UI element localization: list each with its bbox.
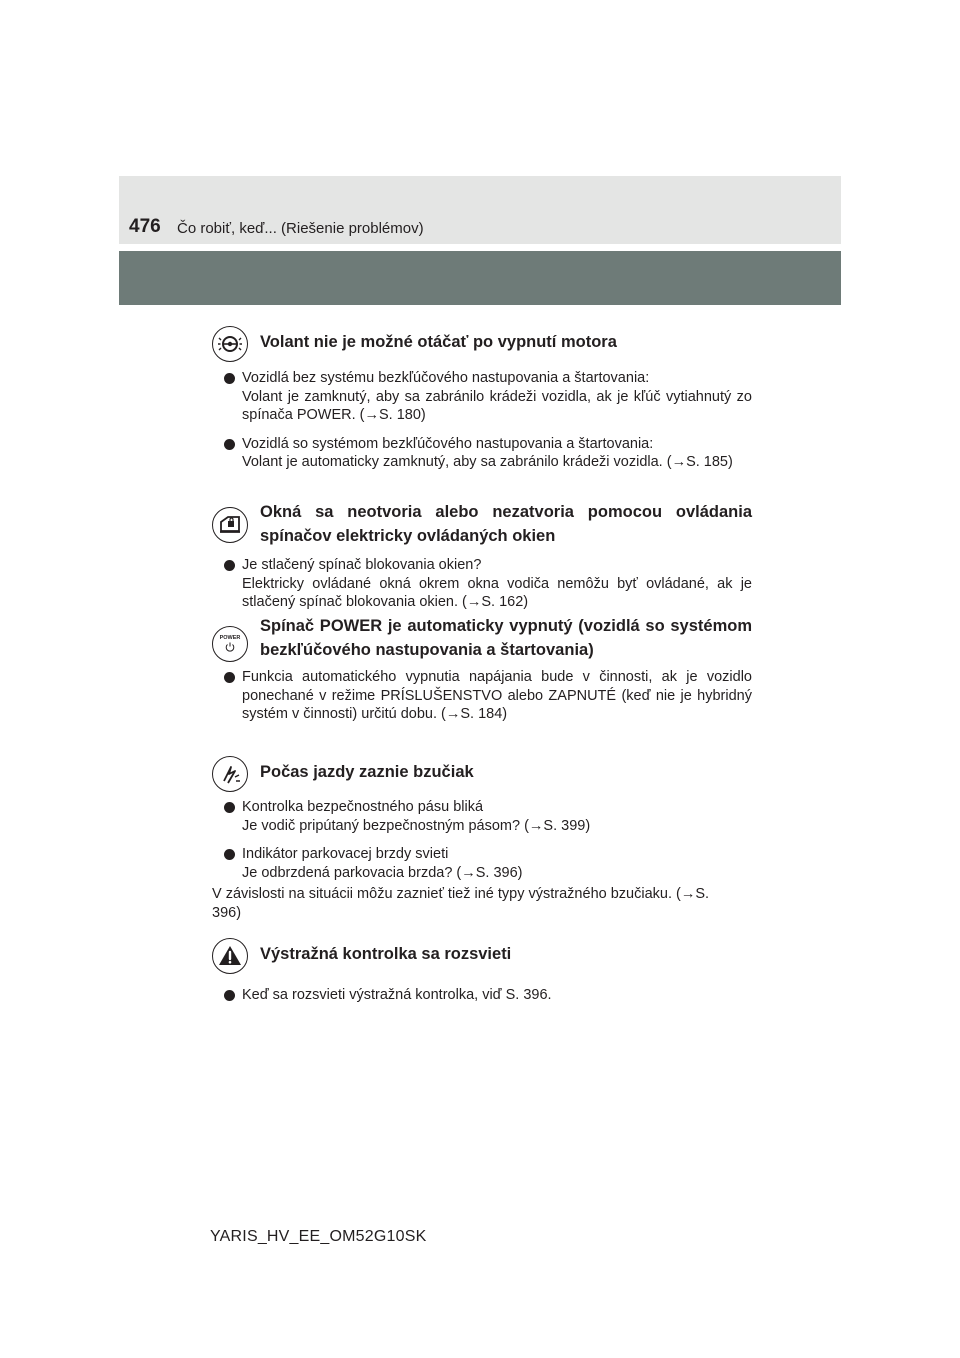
bullet-line: Volant je zamknutý, aby sa zabránilo krádeži vozidla, ak je kľúč vytiahnutý zo spínača POWER. (→S. 180) <box>242 388 752 423</box>
bullet-line: Vozidlá bez systému bezkľúčového nastupovania a štartovania: <box>242 370 650 386</box>
buzzer-icon <box>212 756 248 792</box>
section-buzzer <box>212 754 752 922</box>
bullet-line: Je stlačený spínač blokovania okien? <box>242 557 482 573</box>
bullet-dot <box>224 439 235 450</box>
bullet-line: Funkcia automatického vypnutia napájania bude v činnosti, ak je vozidlo ponechané v režime PRÍSLUŠENSTVO alebo ZAPNUTÉ (keď nie je hybridný systém v činnosti) určitú dobu. (→S. 184) <box>242 669 752 722</box>
list-item <box>212 986 752 1005</box>
section-heading <box>212 500 752 548</box>
list-item <box>212 845 752 882</box>
bullet-line: Volant je automaticky zamknutý, aby sa zabránilo krádeži vozidla. (→S. 185) <box>242 454 733 470</box>
bullet-dot <box>224 672 235 683</box>
section-title: Výstražná kontrolka sa rozsvieti <box>260 945 512 963</box>
note-line: V závislosti na situácii môžu zaznieť tiež iné typy výstražného bzučiaku. (→S. 396) <box>212 886 710 921</box>
section-title: Okná sa neotvoria alebo nezatvoria pomocou ovládania spínačov elektricky ovládaných okien <box>260 503 752 545</box>
list-item <box>212 435 752 472</box>
power-switch-icon <box>212 626 248 662</box>
steering-lock-icon <box>212 326 248 362</box>
bullet-line: Je odbrzdená parkovacia brzda? (→S. 396) <box>242 864 523 881</box>
section-title: Volant nie je možné otáčať po vypnutí motora <box>260 333 617 351</box>
bullet-line: Keď sa rozsvieti výstražná kontrolka, viď S. 396. <box>242 987 552 1003</box>
bullet-dot <box>224 373 235 384</box>
bullet-line: Indikátor parkovacej brzdy svieti <box>242 846 449 862</box>
section-steering <box>212 324 752 472</box>
section-heading <box>212 614 752 662</box>
bullet-line: Elektricky ovládané okná okrem okna vodiča nemôžu byť ovládané, ak je stlačený spínač blokovania okien. (→S. 162) <box>242 575 752 610</box>
bullet-line: Kontrolka bezpečnostného pásu bliká <box>242 799 484 815</box>
section-heading <box>212 754 752 784</box>
list-item <box>212 369 752 425</box>
section-power-switch <box>212 614 752 724</box>
section-heading <box>212 324 752 354</box>
list-item <box>212 668 752 724</box>
chapter-title: Čo robiť, keď... (Riešenie problémov) <box>177 220 424 237</box>
section-title: Spínač POWER je automaticky vypnutý (vozidlá so systémom bezkľúčového nastupovania a štartovania) <box>260 617 752 659</box>
section-warning <box>212 936 752 1005</box>
section-title: Počas jazdy zaznie bzučiak <box>260 763 474 781</box>
bullet-line: Je vodič pripútaný bezpečnostným pásom? (→S. 399) <box>242 817 591 834</box>
list-item <box>212 556 752 612</box>
note-text <box>182 885 752 922</box>
bullet-dot <box>224 560 235 571</box>
list-item <box>212 798 752 835</box>
section-heading <box>212 936 752 966</box>
section-band <box>119 251 841 305</box>
document-code: YARIS_HV_EE_OM52G10SK <box>210 1228 427 1245</box>
section-windows <box>212 500 752 612</box>
bullet-dot <box>224 802 235 813</box>
warning-icon <box>212 938 248 974</box>
bullet-line: Vozidlá so systémom bezkľúčového nastupovania a štartovania: <box>242 435 654 452</box>
bullet-dot <box>224 849 235 860</box>
window-lock-icon <box>212 507 248 543</box>
bullet-dot <box>224 990 235 1001</box>
page-number: 476 <box>129 216 161 237</box>
power-switch-label: POWER <box>219 635 241 641</box>
